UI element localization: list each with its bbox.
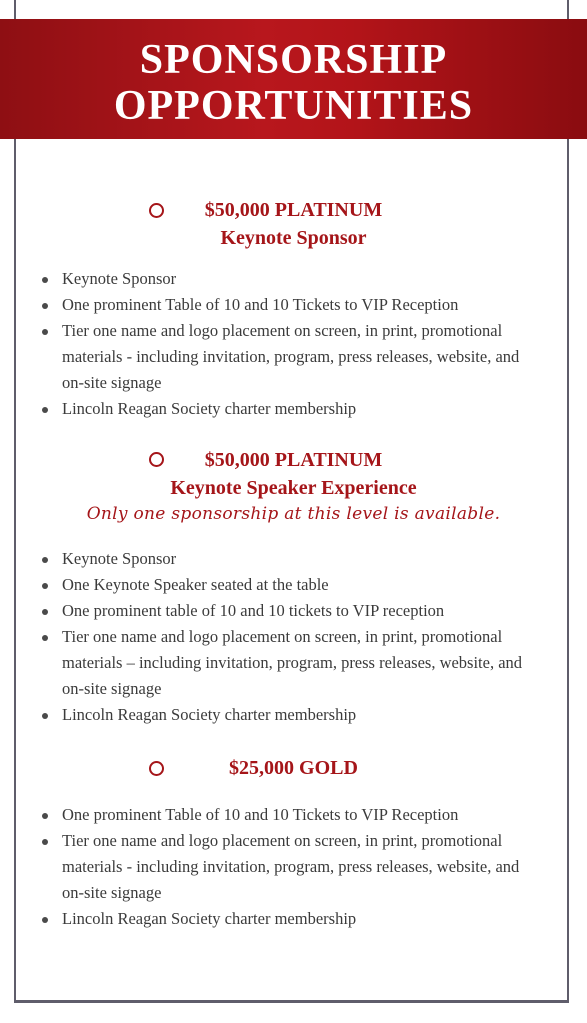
list-item: Keynote Sponsor [42,266,542,292]
list-item: Tier one name and logo placement on screen, in print, promotional materials - including invitation, program, press releases, website, and on-site signage [42,318,542,396]
availability-note: Only one sponsorship at this level is available. [86,504,501,524]
bullet-icon [42,635,48,641]
tier-heading [0,446,587,526]
bullet-icon [42,277,48,283]
list-item: Keynote Sponsor [42,546,542,572]
tier-heading [0,754,587,782]
bullet-icon [42,407,48,413]
bullet-icon [42,583,48,589]
tier-heading [0,196,587,252]
list-item: One Keynote Speaker seated at the table [42,572,542,598]
tier-price: $50,000 PLATINUM [204,449,383,471]
benefits-list [42,266,542,422]
bullet-icon [42,329,48,335]
bullet-icon [42,557,48,563]
select-radio-icon[interactable] [149,203,164,218]
select-radio-icon[interactable] [149,452,164,467]
header-banner [0,19,587,139]
banner-title-line1: SPONSORSHIP [139,37,448,83]
bullet-icon [42,813,48,819]
list-item: One prominent table of 10 and 10 tickets to VIP reception [42,598,542,624]
list-item: Tier one name and logo placement on screen, in print, promotional materials – including invitation, program, press releases, website, and on-site signage [42,624,542,702]
list-item: One prominent Table of 10 and 10 Tickets to VIP Reception [42,292,542,318]
banner-title-line2: OPPORTUNITIES [113,83,474,129]
list-item: One prominent Table of 10 and 10 Tickets to VIP Reception [42,802,542,828]
tier-price: $50,000 PLATINUM [204,199,383,221]
list-item: Lincoln Reagan Society charter membership [42,906,542,932]
bullet-icon [42,303,48,309]
tier-subtitle: Keynote Speaker Experience [170,477,417,499]
tier-subtitle: Keynote Sponsor [220,227,367,249]
list-item: Lincoln Reagan Society charter membership [42,396,542,422]
tier-platinum-keynote-sponsor [0,196,587,252]
list-item: Lincoln Reagan Society charter membership [42,702,542,728]
benefits-list [42,802,542,932]
benefits-list [42,546,542,728]
tier-platinum-speaker-experience [0,446,587,526]
tier-gold [0,754,587,782]
select-radio-icon[interactable] [149,761,164,776]
bullet-icon [42,917,48,923]
tier-price: $25,000 GOLD [229,757,358,779]
bullet-icon [42,609,48,615]
bullet-icon [42,839,48,845]
list-item: Tier one name and logo placement on screen, in print, promotional materials - including invitation, program, press releases, website, and on-site signage [42,828,542,906]
bullet-icon [42,713,48,719]
